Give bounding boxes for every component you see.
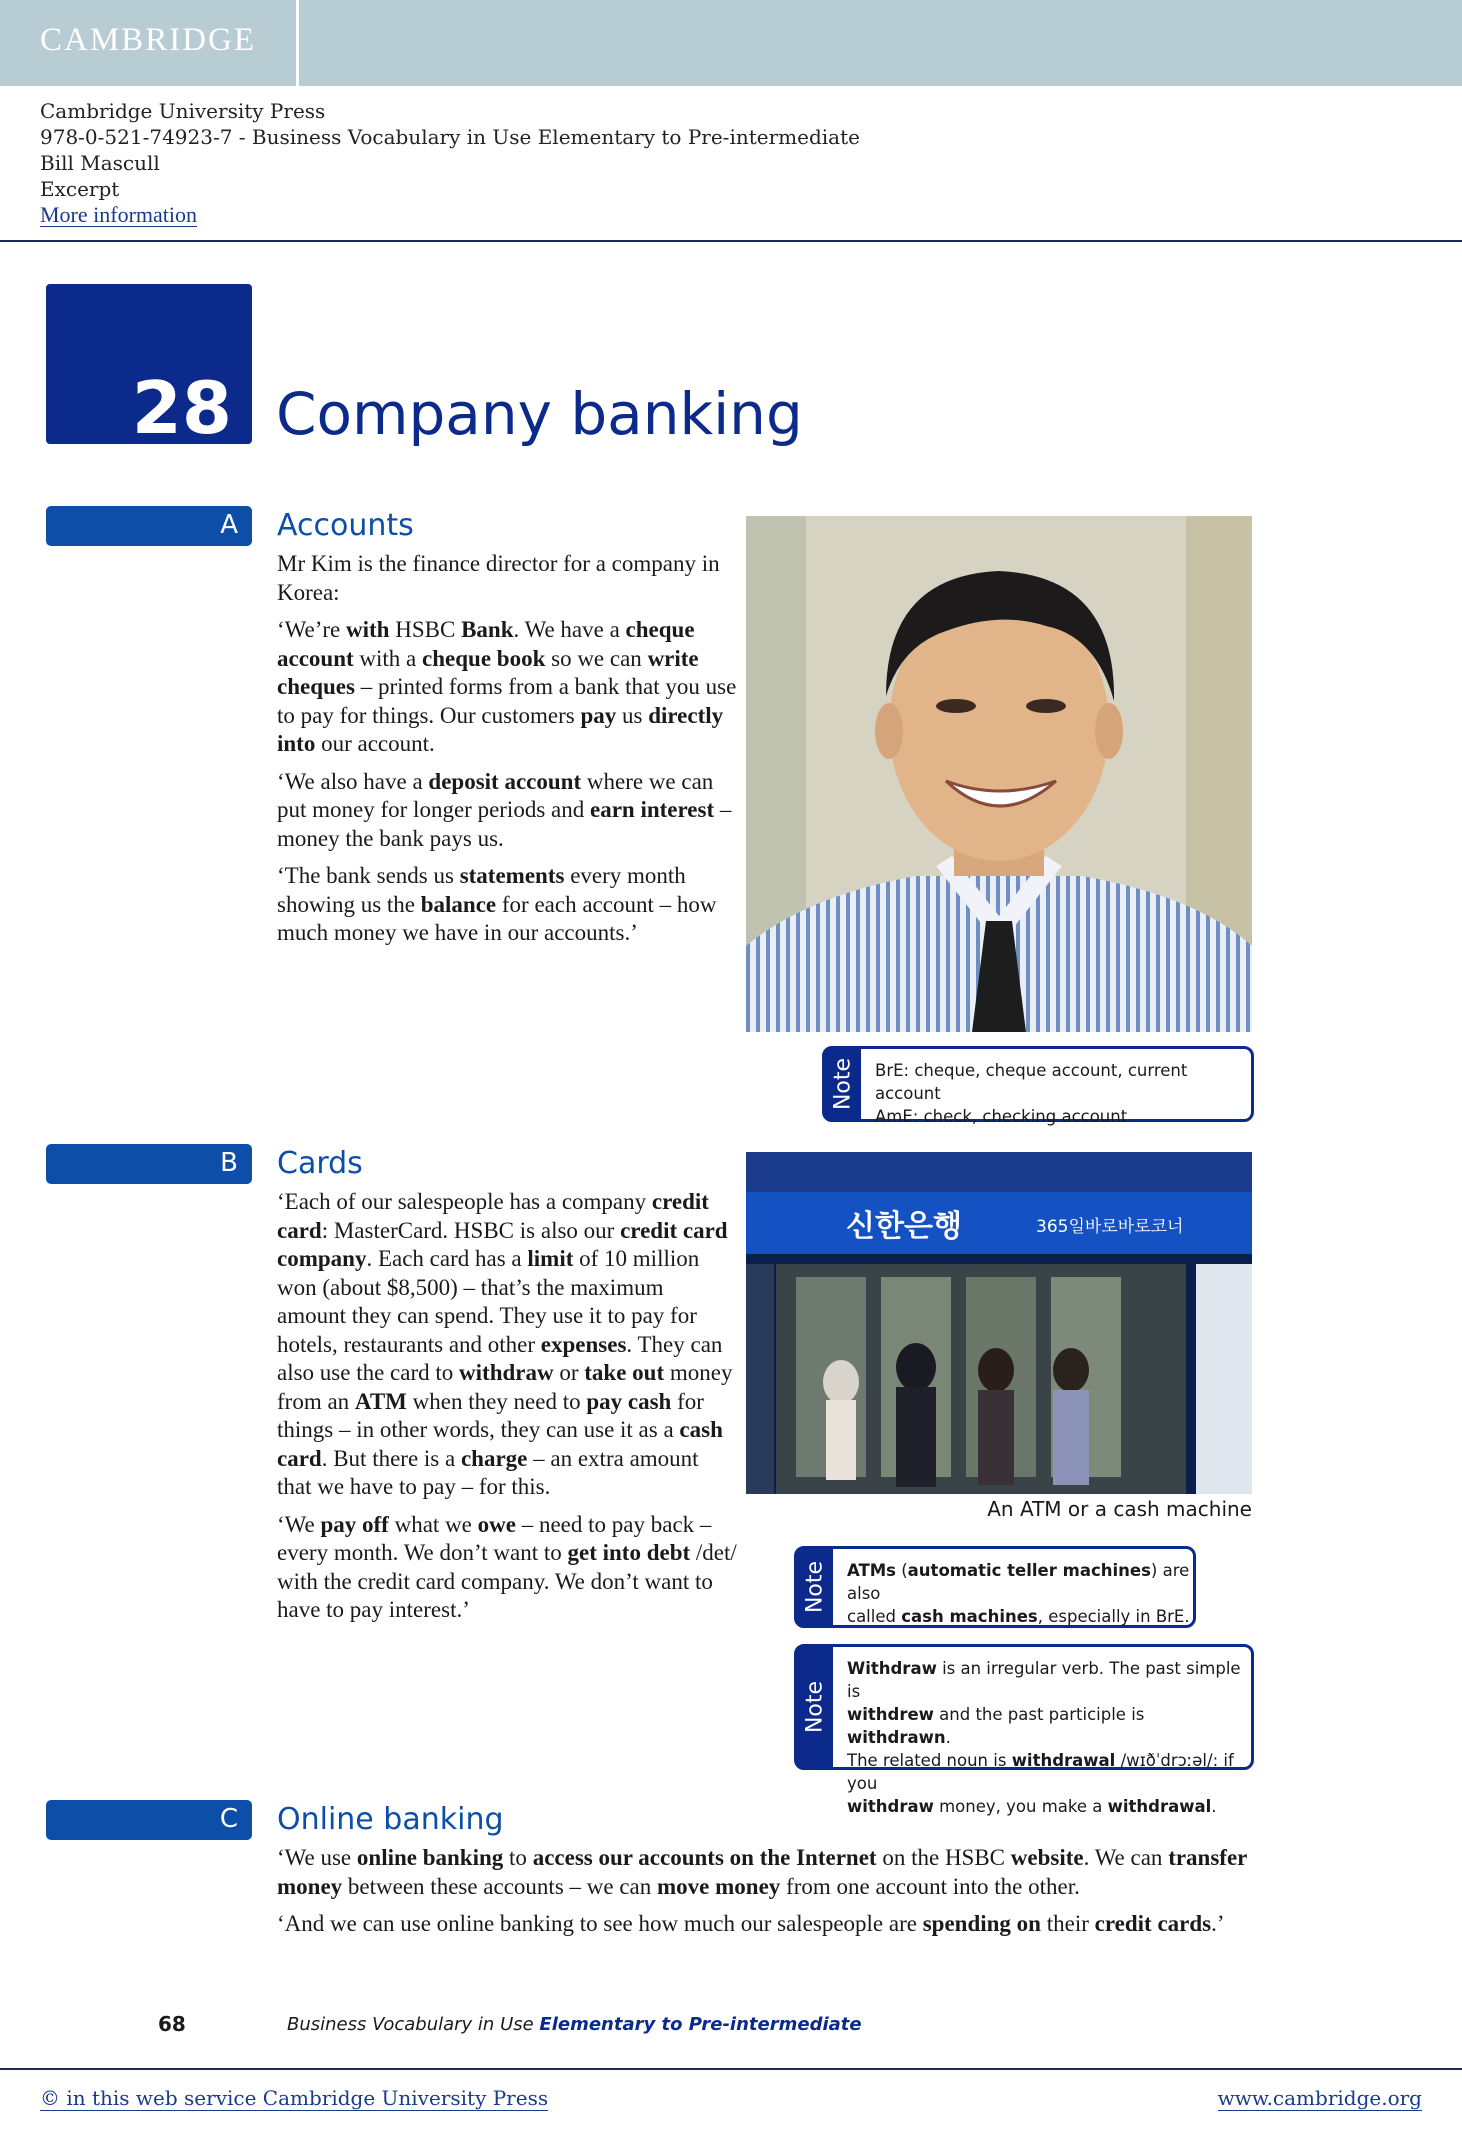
footer-level: Elementary to Pre-intermediate — [539, 2014, 862, 2035]
paragraph: ‘We also have a deposit account where we can put money for longer periods and earn interest – money the bank pays us. — [277, 768, 732, 851]
section-a-text — [277, 550, 737, 957]
section-c-tab — [46, 1800, 252, 1840]
note-label-tab — [797, 1647, 833, 1767]
section-c-title: Online banking — [277, 1802, 504, 1837]
footer-book-title — [287, 2014, 862, 2035]
isbn-title: 978-0-521-74923-7 - Business Vocabulary in Use Elementary to Pre-intermediate — [40, 125, 860, 149]
paragraph: ‘The bank sends us statements every month showing us the balance for each account – how much money we have in our accounts.’ — [277, 863, 717, 945]
section-c-text — [277, 1844, 1257, 1948]
divider — [0, 2068, 1462, 2070]
atm-sign-korean: 신한은행 — [846, 1209, 962, 1244]
note-box-bre-ame — [822, 1046, 1254, 1126]
section-b-tab — [46, 1144, 252, 1184]
paragraph: ‘We pay off what we owe – need to pay back – every month. We don’t want to get into debt /det/ with the credit card company. We don’t want to have to pay interest.’ — [277, 1511, 737, 1622]
banner-divider — [296, 0, 299, 86]
note-prefix: BrE: — [875, 1061, 915, 1080]
photo-caption: An ATM or a cash machine — [987, 1497, 1252, 1521]
cambridge-logo: CAMBRIDGE — [40, 22, 257, 58]
publisher: Cambridge University Press — [40, 99, 326, 123]
section-letter: C — [219, 1804, 238, 1834]
footer-book: Business Vocabulary in Use — [287, 2014, 540, 2035]
more-information-link[interactable]: More information — [40, 202, 198, 227]
note-label-tab — [825, 1049, 861, 1119]
note-label: Note — [802, 1680, 828, 1734]
paragraph: ‘And we can use online banking to see how much our salespeople are spending on their credit cards.’ — [277, 1911, 1225, 1936]
section-letter: A — [220, 510, 238, 540]
page-title: Company banking — [276, 380, 803, 448]
note-terms: cheque, cheque account, current account — [875, 1061, 1188, 1103]
paragraph: ‘We’re with HSBC Bank. We have a cheque account with a cheque book so we can write cheques – printed forms from a bank that you use to pay for things. Our customers pay us directly into our account. — [277, 617, 737, 756]
page-number: 68 — [158, 2012, 186, 2036]
website-link[interactable]: www.cambridge.org — [1217, 2086, 1422, 2110]
note-text: ATMs (automatic teller machines) are also called cash machines, especially in BrE. — [847, 1561, 1190, 1626]
paragraph: ‘We use online banking to access our accounts on the Internet on the HSBC website. We can transfer money between these accounts – we can move money from one account into the other. — [277, 1845, 1247, 1899]
note-label: Note — [802, 1560, 828, 1614]
section-a-title: Accounts — [277, 508, 414, 543]
note-label: Note — [830, 1057, 856, 1111]
divider — [0, 240, 1462, 242]
atm-sign-hours: 365일바로바로코너 — [1036, 1217, 1184, 1237]
section-a-tab — [46, 506, 252, 546]
excerpt-label: Excerpt — [40, 177, 120, 201]
note-terms: check, checking account — [923, 1107, 1128, 1126]
copyright-link[interactable]: © in this web service Cambridge University Press — [40, 2086, 549, 2110]
unit-number-box — [46, 284, 252, 450]
author: Bill Mascull — [40, 151, 160, 175]
note-text: Withdraw is an irregular verb. The past simple is withdrew and the past participle is withdrawn. The related noun is withdrawal /wɪðˈdrɔːəl/: if you withdraw money, you make a withdrawal. — [847, 1659, 1241, 1816]
section-b-text — [277, 1188, 737, 1634]
book-metadata — [40, 98, 860, 228]
note-box-withdraw — [794, 1644, 1254, 1816]
intro-paragraph: Mr Kim is the finance director for a company in Korea: — [277, 551, 720, 605]
note-box-atm — [794, 1546, 1196, 1628]
note-text — [875, 1059, 1251, 1128]
note-prefix: AmE: — [875, 1107, 924, 1126]
note-label-tab — [797, 1549, 833, 1625]
photo-finance-director — [746, 516, 1252, 1032]
section-b-title: Cards — [277, 1146, 363, 1181]
section-letter: B — [220, 1148, 238, 1178]
paragraph: ‘Each of our salespeople has a company credit card: MasterCard. HSBC is also our credit card company. Each card has a limit of 10 million won (about $8,500) – that’s the maximum amount they can spend. They use it to pay for hotels, restaurants and other expenses. They can also use the card to withdraw or take out money from an ATM when they need to pay cash for things – in other words, they can use it as a cash card. But there is a charge – an extra amount that we have to pay – for this. — [277, 1189, 733, 1499]
photo-atm — [746, 1152, 1252, 1494]
unit-number: 28 — [131, 366, 232, 450]
